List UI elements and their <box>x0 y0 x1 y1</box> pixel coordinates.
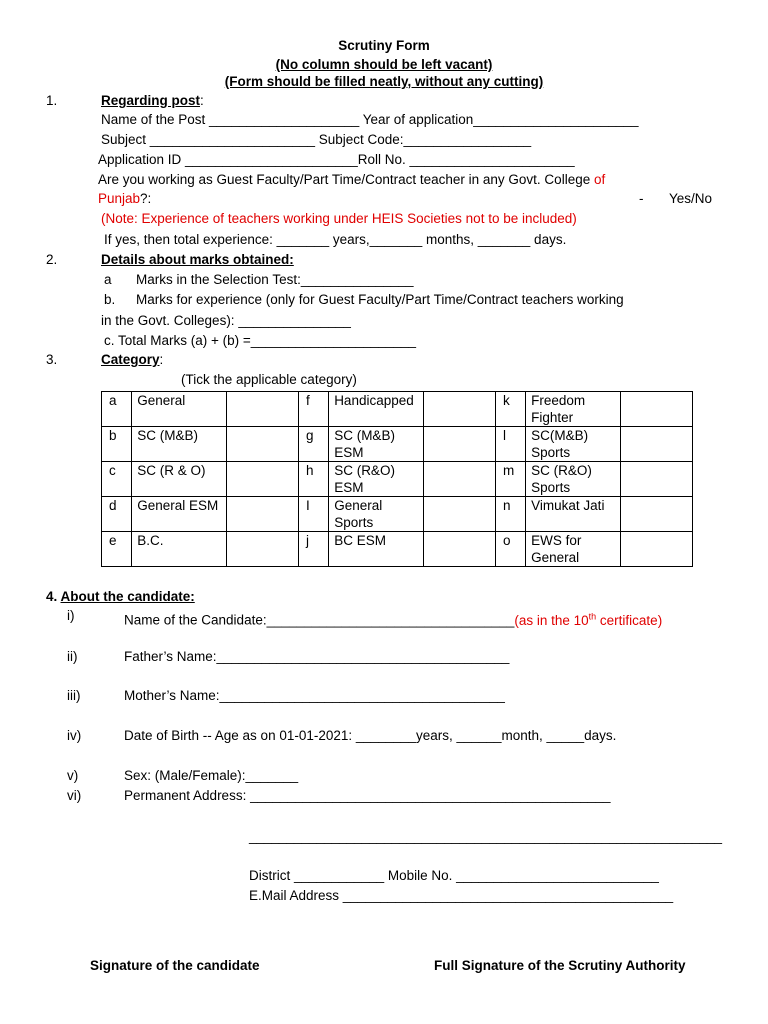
category-name: General <box>132 392 227 427</box>
section3-heading-colon: : <box>159 352 164 367</box>
section2-heading: Details about marks obtained: <box>101 252 294 267</box>
mother-name-field: Mother’s Name:______________________________________ <box>124 688 505 703</box>
category-letter: a <box>102 392 132 427</box>
category-tick-cell[interactable] <box>621 532 693 567</box>
sex-field: Sex: (Male/Female):_______ <box>124 768 299 783</box>
candidate-name-line <box>124 608 662 629</box>
category-tick-cell[interactable] <box>621 497 693 532</box>
marks-experience-cont: in the Govt. Colleges): _______________ <box>101 313 351 328</box>
item-vi-label: vi) <box>67 788 82 803</box>
category-row <box>102 392 693 427</box>
category-name: BC ESM <box>329 532 424 567</box>
category-name: SC (M&B) ESM <box>329 427 424 462</box>
category-letter: j <box>298 532 328 567</box>
item-iii-label: iii) <box>67 688 81 703</box>
section4-number: 4. <box>46 589 58 604</box>
category-name: Handicapped <box>329 392 424 427</box>
item-ii-label: ii) <box>67 649 78 664</box>
application-roll-line: Application ID _______________________Roll No. ______________________ <box>98 152 575 167</box>
category-letter: h <box>298 462 328 497</box>
category-letter: c <box>102 462 132 497</box>
heis-note: (Note: Experience of teachers working under HEIS Societies not to be included) <box>101 211 577 226</box>
email-field: E.Mail Address ____________________________________________ <box>249 888 674 903</box>
category-letter: m <box>495 462 525 497</box>
date-of-birth-field: Date of Birth -- Age as on 01-01-2021: ________years, ______month, _____days. <box>124 728 617 743</box>
category-letter: f <box>298 392 328 427</box>
district-mobile-field: District ____________ Mobile No. ___________________________ <box>249 868 659 883</box>
marks-a-label: a <box>104 272 112 287</box>
section1-heading-text: Regarding post <box>101 93 201 108</box>
section3-number: 3. <box>46 352 58 367</box>
total-marks: c. Total Marks (a) + (b) =______________________ <box>104 333 416 348</box>
section3-heading <box>101 352 163 368</box>
marks-experience: Marks for experience (only for Guest Faculty/Part Time/Contract teachers working <box>136 292 624 307</box>
address-line-2: _______________________________________________________________ <box>249 829 723 844</box>
category-tick-cell[interactable] <box>424 392 496 427</box>
marks-selection-test: Marks in the Selection Test:_______________ <box>136 272 414 287</box>
category-name: SC (R & O) <box>132 462 227 497</box>
item-i-label: i) <box>67 608 75 623</box>
category-row <box>102 427 693 462</box>
category-letter: k <box>495 392 525 427</box>
category-name: SC(M&B) Sports <box>526 427 621 462</box>
category-letter: l <box>495 427 525 462</box>
guest-faculty-question-cont <box>98 191 151 207</box>
tenth-certificate-note-sup: th <box>588 611 597 621</box>
section2-number: 2. <box>46 252 58 267</box>
category-instruction: (Tick the applicable category) <box>181 372 357 387</box>
category-name: EWS for General <box>526 532 621 567</box>
category-name: Vimukat Jati <box>526 497 621 532</box>
subject-code-line: Subject ______________________ Subject Code:_________________ <box>101 132 532 147</box>
form-note-neat: (Form should be filled neatly, without any cutting) <box>224 74 544 89</box>
category-tick-cell[interactable] <box>227 462 299 497</box>
father-name-field: Father’s Name:_______________________________________ <box>124 649 510 664</box>
category-tick-cell[interactable] <box>227 532 299 567</box>
category-letter: b <box>102 427 132 462</box>
yes-no-answer: Yes/No <box>669 191 713 206</box>
section4-heading-text: About the candidate: <box>60 589 195 604</box>
category-tick-cell[interactable] <box>424 427 496 462</box>
category-tick-cell[interactable] <box>621 392 693 427</box>
category-name: General ESM <box>132 497 227 532</box>
category-name: SC (R&O) Sports <box>526 462 621 497</box>
category-table <box>101 391 693 567</box>
category-name: Freedom Fighter <box>526 392 621 427</box>
category-tick-cell[interactable] <box>621 427 693 462</box>
tenth-certificate-note-pre: (as in the 10 <box>514 612 589 628</box>
category-tick-cell[interactable] <box>227 427 299 462</box>
candidate-signature-label: Signature of the candidate <box>90 958 260 973</box>
category-row <box>102 532 693 567</box>
category-tick-cell[interactable] <box>424 497 496 532</box>
category-tick-cell[interactable] <box>424 462 496 497</box>
post-year-line: Name of the Post ____________________ Year of application______________________ <box>101 112 639 127</box>
category-letter: o <box>495 532 525 567</box>
category-letter: g <box>298 427 328 462</box>
category-letter: e <box>102 532 132 567</box>
total-experience-line: If yes, then total experience: _______ years,_______ months, _______ days. <box>104 232 567 247</box>
section1-heading-colon: : <box>200 93 204 108</box>
category-tick-cell[interactable] <box>424 532 496 567</box>
guest-faculty-question <box>98 172 605 188</box>
candidate-name-field: Name of the Candidate:_________________________________ <box>124 612 515 628</box>
category-name: SC (R&O) ESM <box>329 462 424 497</box>
authority-signature-label: Full Signature of the Scrutiny Authority <box>434 958 686 973</box>
category-tick-cell[interactable] <box>227 392 299 427</box>
punjab-suffix: ?: <box>140 191 152 206</box>
category-letter: d <box>102 497 132 532</box>
form-note-vacant: (No column should be left vacant) <box>275 57 493 72</box>
category-row <box>102 497 693 532</box>
category-name: General Sports <box>329 497 424 532</box>
category-tick-cell[interactable] <box>227 497 299 532</box>
tenth-certificate-note <box>514 613 662 628</box>
item-v-label: v) <box>67 768 79 783</box>
section3-heading-text: Category <box>101 352 160 367</box>
item-iv-label: iv) <box>67 728 82 743</box>
marks-b-label: b. <box>104 292 116 307</box>
guest-faculty-question-of: of <box>593 172 606 187</box>
category-tick-cell[interactable] <box>621 462 693 497</box>
section4-heading <box>46 589 195 605</box>
category-letter: n <box>495 497 525 532</box>
guest-faculty-question-text: Are you working as Guest Faculty/Part Time/Contract teacher in any Govt. College <box>98 172 594 187</box>
category-name: SC (M&B) <box>132 427 227 462</box>
section1-number: 1. <box>46 93 58 108</box>
tenth-certificate-note-post: certificate) <box>596 612 663 628</box>
category-name: B.C. <box>132 532 227 567</box>
category-row <box>102 462 693 497</box>
answer-dash: - <box>639 191 644 206</box>
category-letter: I <box>298 497 328 532</box>
permanent-address-field: Permanent Address: ________________________________________________ <box>124 788 611 803</box>
section1-heading <box>101 93 204 109</box>
form-title: Scrutiny Form <box>338 38 430 53</box>
punjab-text: Punjab <box>98 191 141 206</box>
